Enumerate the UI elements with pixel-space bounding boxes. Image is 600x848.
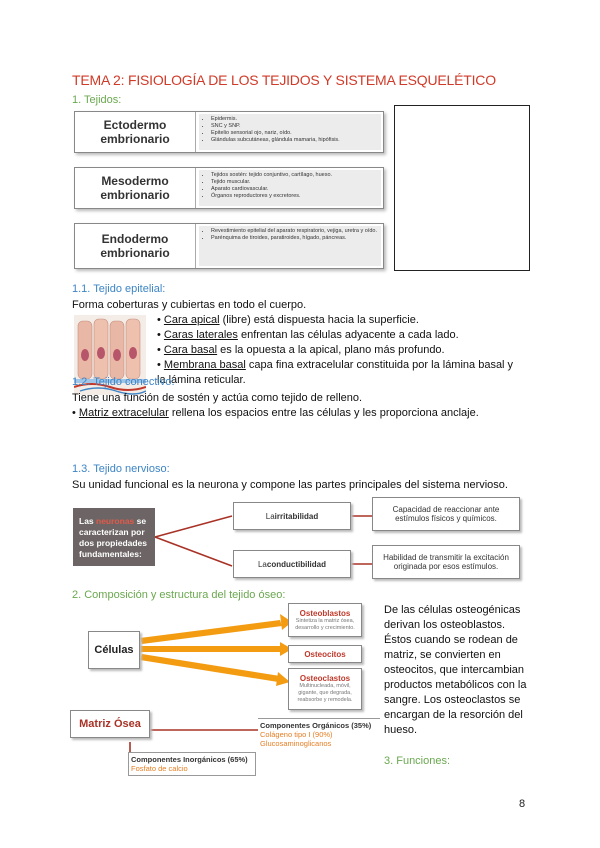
section-2-heading: 2. Composición y estructura del tejido óseo: [72, 589, 286, 601]
epitelial-bullet-4-cont: la lámina reticular. [157, 374, 246, 386]
neuronas-box: Las neuronas se caracterizan por dos propiedades fundamentales: [73, 508, 155, 566]
bone-cells-explanation: De las células osteogénicas derivan los osteoblastos. Éstos cuando se rodean de matriz, se convierten en osteocitos, que intercambian productos metabólicos con la sangre. Los osteoclastos se encargan de la resorción del hueso. [384, 604, 527, 736]
section-1-2-heading: 1.2. Tejido conectivo: [72, 376, 175, 388]
conductibilidad-desc-box: Habilidad de transmitir la excitación originada por esos estímulos. [372, 545, 520, 579]
osteoblastos-box: Osteoblastos Sintetiza la matriz ósea, desarrollo y crecimiento. [288, 603, 362, 637]
image-placeholder-box [394, 105, 530, 271]
layer-name: Endodermo embrionario [75, 224, 196, 268]
organicos-box: Componentes Orgánicos (35%) Colágeno tipo I (90%) Glucosaminoglicanos [258, 718, 380, 750]
layer-name: Mesodermo embrionario [75, 168, 196, 208]
irritabilidad-desc-box: Capacidad de reaccionar ante estímulos físicos y químicos. [372, 497, 520, 531]
conductibilidad-box: La conductibilidad [233, 550, 351, 578]
section-1-3-heading: 1.3. Tejido nervioso: [72, 463, 170, 475]
page-title: TEMA 2: FISIOLOGÍA DE LOS TEJIDOS Y SISTEMA ESQUELÉTICO [72, 72, 496, 88]
layer-items: • Tejidos sostén: tejido conjuntivo, cartílago, hueso. • Tejido muscular. • Aparato cardiovascular. • Órganos reproductores y excretores. [199, 170, 381, 206]
layer-name: Ectodermo embrionario [75, 112, 196, 152]
layer-items: • Revestimiento epitelial del aparato respiratorio, vejiga, uretra y oído. • Parénquima de tiroides, paratiroides, hígado, páncreas. [199, 226, 381, 266]
layer-ectodermo [74, 111, 384, 153]
section-1-1-heading: 1.1. Tejido epitelial: [72, 283, 166, 295]
nervioso-intro: Su unidad funcional es la neurona y compone las partes principales del sistema nervioso. [72, 479, 508, 491]
epitelial-bullet-1: • Cara apical (libre) está dispuesta hacia la superficie. [157, 314, 419, 326]
layer-mesodermo [74, 167, 384, 209]
section-3-heading: 3. Funciones: [384, 755, 451, 767]
epitelial-bullet-2: • Caras laterales enfrentan las células adyacente a cada lado. [157, 329, 459, 341]
irritabilidad-box: La irritabilidad [233, 502, 351, 530]
osteoclastos-box: Osteoclastos Multinucleada, móvil, gigante, que degrada, reabsorbe y remodela. [288, 668, 362, 710]
section-1-heading: 1. Tejidos: [72, 94, 122, 106]
conectivo-bullet-1: • Matriz extracelular rellena los espacios entre las células y les proporciona anclaje. [72, 407, 479, 419]
epitelial-bullet-3: • Cara basal es la opuesta a la apical, plano más profundo. [157, 344, 445, 356]
matriz-osea-box: Matriz Ósea [70, 710, 150, 738]
celulas-box: Células [88, 631, 140, 669]
osteocitos-box: Osteocitos [288, 645, 362, 663]
conectivo-intro: Tiene una función de sostén y actúa como tejido de relleno. [72, 392, 363, 404]
epitelial-bullet-4: • Membrana basal capa fina extracelular constituida por la lámina basal y [157, 359, 514, 371]
layer-items: • Epidermis. • SNC y SNP. • Epitelio sensorial ojo, nariz, oído. • Glándulas subcutáneas, glándula mamaria, hipófisis. [199, 114, 381, 150]
epitelial-intro: Forma coberturas y cubiertas en todo el cuerpo. [72, 299, 307, 311]
inorganicos-box: Componentes Inorgánicos (65%) Fosfato de calcio [128, 752, 256, 776]
layer-endodermo [74, 223, 384, 269]
page-number: 8 [519, 798, 526, 810]
